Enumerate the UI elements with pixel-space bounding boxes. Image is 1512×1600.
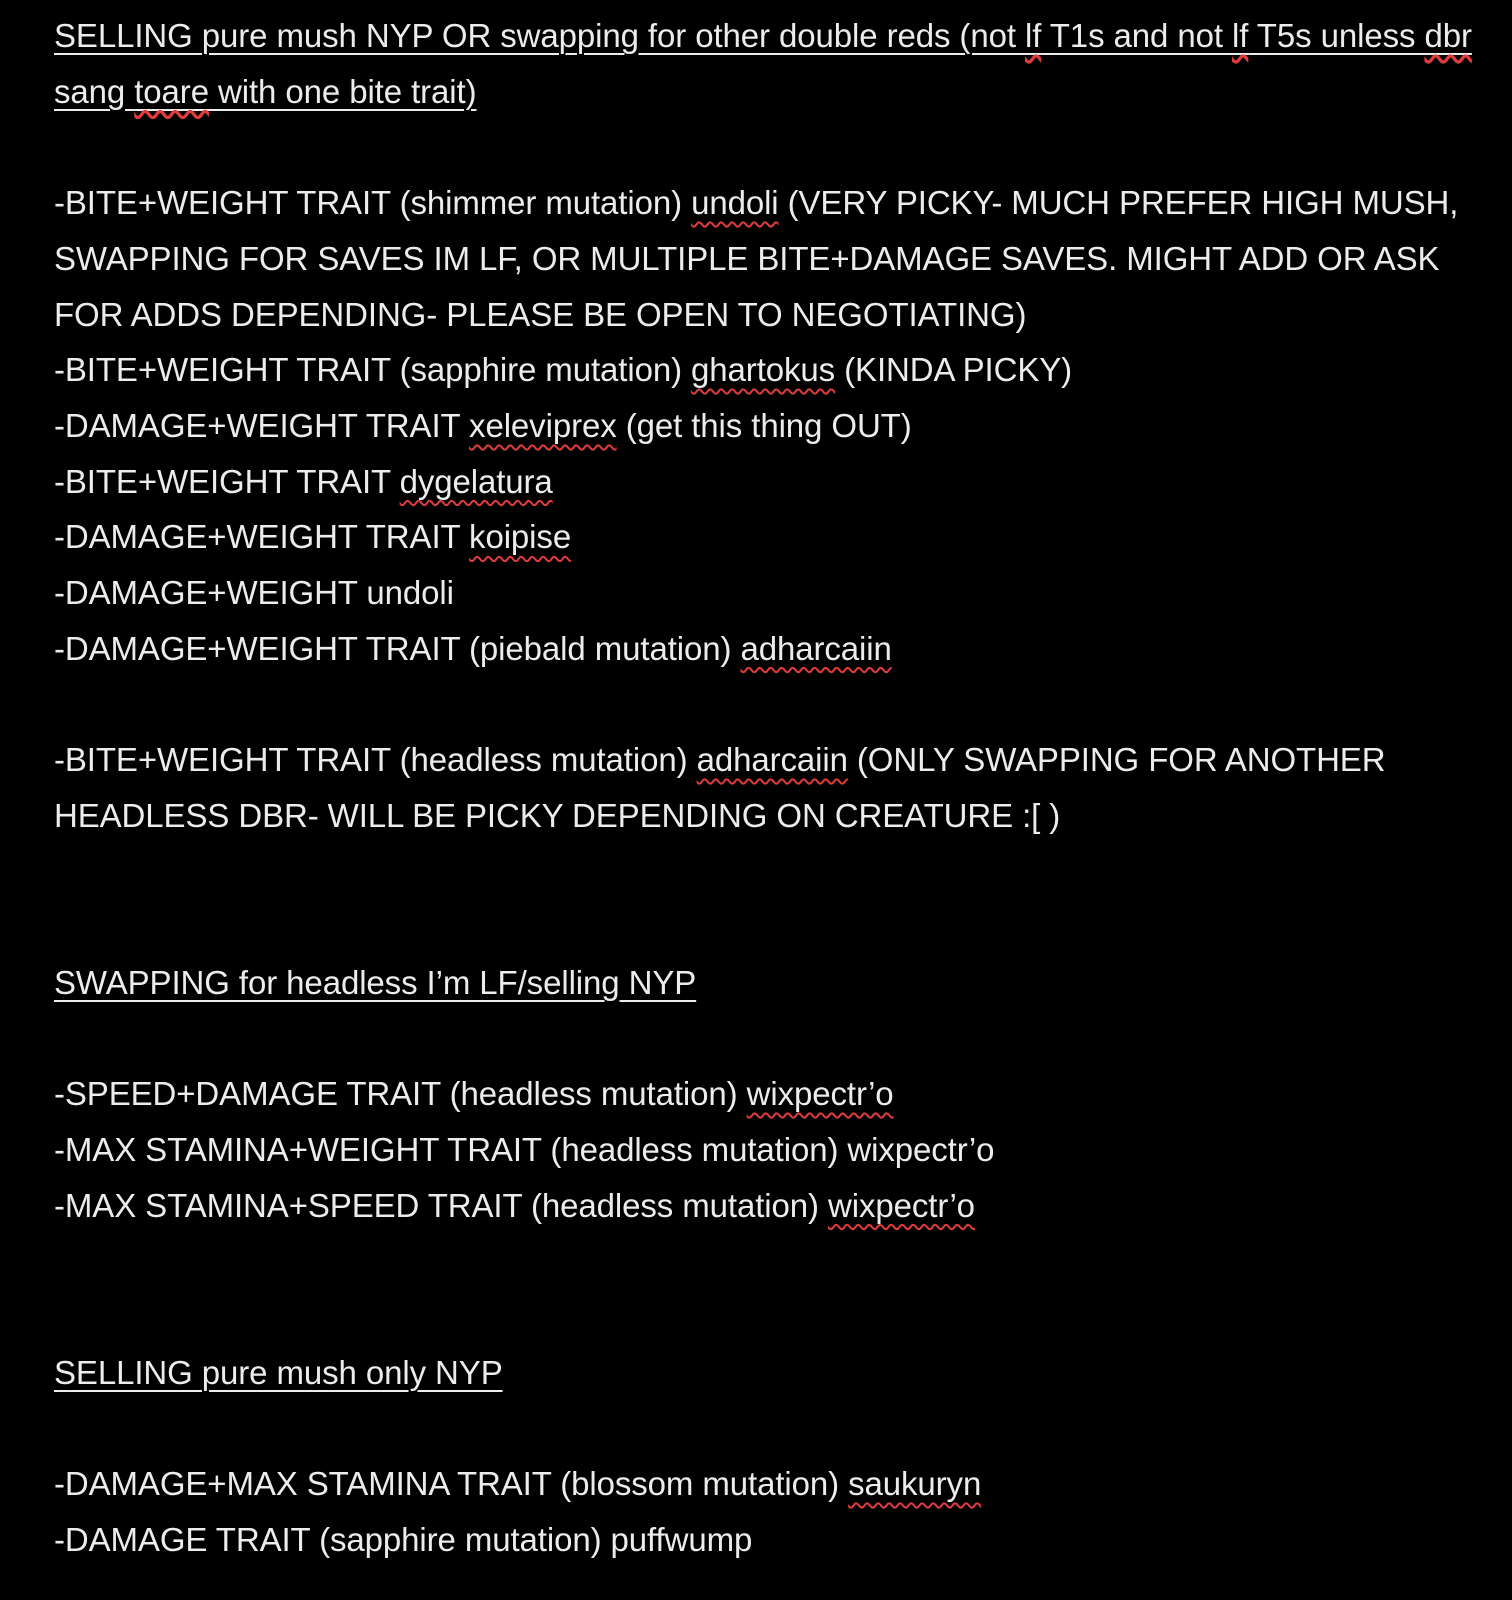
list-item — [54, 1456, 1474, 1512]
list-item — [54, 1066, 1474, 1122]
creature-name: saukuryn — [848, 1464, 982, 1502]
blank-line — [54, 1233, 1474, 1289]
item-text: -DAMAGE TRAIT (sapphire mutation) puffwump — [54, 1520, 753, 1558]
creature-name: adharcaiin — [696, 741, 848, 779]
creature-name: adharcaiin — [740, 629, 892, 667]
list-item — [54, 509, 1474, 565]
heading-text: sang — [54, 72, 135, 110]
item-note: (KINDA PICKY) — [835, 351, 1073, 389]
blank-line — [54, 676, 1474, 732]
list-item — [54, 1512, 1474, 1568]
creature-name: ghartokus — [691, 351, 836, 389]
item-text: -DAMAGE+WEIGHT TRAIT — [54, 406, 470, 444]
item-text: -BITE+WEIGHT TRAIT (sapphire mutation) — [54, 351, 692, 389]
blank-line — [54, 843, 1474, 899]
misspelled-word: dbr — [1424, 17, 1472, 54]
list-item — [54, 732, 1474, 843]
misspelled-word: lf — [1232, 17, 1249, 54]
blank-line — [54, 1400, 1474, 1456]
list-item — [54, 454, 1474, 510]
heading-text: SWAPPING for headless I’m LF/selling NYP — [54, 963, 697, 1001]
item-text: -DAMAGE+WEIGHT TRAIT — [54, 518, 470, 556]
item-text: -MAX STAMINA+WEIGHT TRAIT (headless mutation) wixpectr’o — [54, 1130, 995, 1168]
creature-name: xeleviprex — [469, 406, 617, 444]
list-item — [54, 398, 1474, 454]
item-note: (ONLY SWAPPING FOR ANOTHER HEADLESS DBR- WILL BE PICKY DEPENDING ON CREATURE :[ ) — [54, 741, 1386, 834]
list-item — [54, 621, 1474, 677]
heading-text: SELLING pure mush NYP OR swapping for other double reds (not — [54, 17, 1025, 54]
creature-name: koipise — [469, 518, 572, 556]
item-text: -MAX STAMINA+SPEED TRAIT (headless mutation) — [54, 1186, 828, 1224]
creature-name: wixpectr’o — [746, 1075, 894, 1113]
list-item — [54, 175, 1474, 342]
misspelled-word: lf — [1024, 17, 1042, 54]
heading-text: SELLING pure mush only NYP — [54, 1353, 503, 1391]
creature-name: dygelatura — [399, 462, 553, 500]
item-text: -SPEED+DAMAGE TRAIT (headless mutation) — [54, 1075, 747, 1113]
item-text: -DAMAGE+MAX STAMINA TRAIT (blossom mutation) — [54, 1464, 849, 1502]
item-note: (VERY PICKY- MUCH PREFER HIGH MUSH, SWAPPING FOR SAVES IM LF, OR MULTIPLE BITE+DAMAGE SAVES. MIGHT ADD OR ASK FOR ADDS DEPENDING- PLEASE BE OPEN TO NEGOTIATING) — [54, 184, 1459, 333]
blank-line — [54, 1010, 1474, 1066]
list-item — [54, 342, 1474, 398]
blank-line — [54, 899, 1474, 955]
heading-text: T1s and not — [1041, 17, 1233, 54]
list-item — [54, 1178, 1474, 1234]
blank-line — [54, 119, 1474, 175]
list-item — [54, 565, 1474, 621]
section-heading-double-reds — [54, 8, 1474, 119]
item-text: -BITE+WEIGHT TRAIT — [54, 462, 400, 500]
note-document[interactable] — [54, 8, 1474, 1567]
item-text: -BITE+WEIGHT TRAIT (headless mutation) — [54, 741, 697, 779]
creature-name: wixpectr’o — [828, 1186, 975, 1224]
creature-name: undoli — [691, 184, 779, 222]
section-heading-pure-mush — [54, 1345, 1474, 1401]
section-heading-headless — [54, 955, 1474, 1011]
item-text: -DAMAGE+WEIGHT TRAIT (piebald mutation) — [54, 629, 741, 667]
misspelled-word: toare — [134, 72, 209, 110]
heading-text: T5s unless — [1248, 17, 1425, 54]
blank-line — [54, 1289, 1474, 1345]
list-item — [54, 1122, 1474, 1178]
item-note: (get this thing OUT) — [616, 406, 912, 444]
heading-text: with one bite trait) — [208, 72, 477, 110]
item-text: -BITE+WEIGHT TRAIT (shimmer mutation) — [54, 184, 692, 222]
item-text: -DAMAGE+WEIGHT undoli — [54, 573, 454, 611]
